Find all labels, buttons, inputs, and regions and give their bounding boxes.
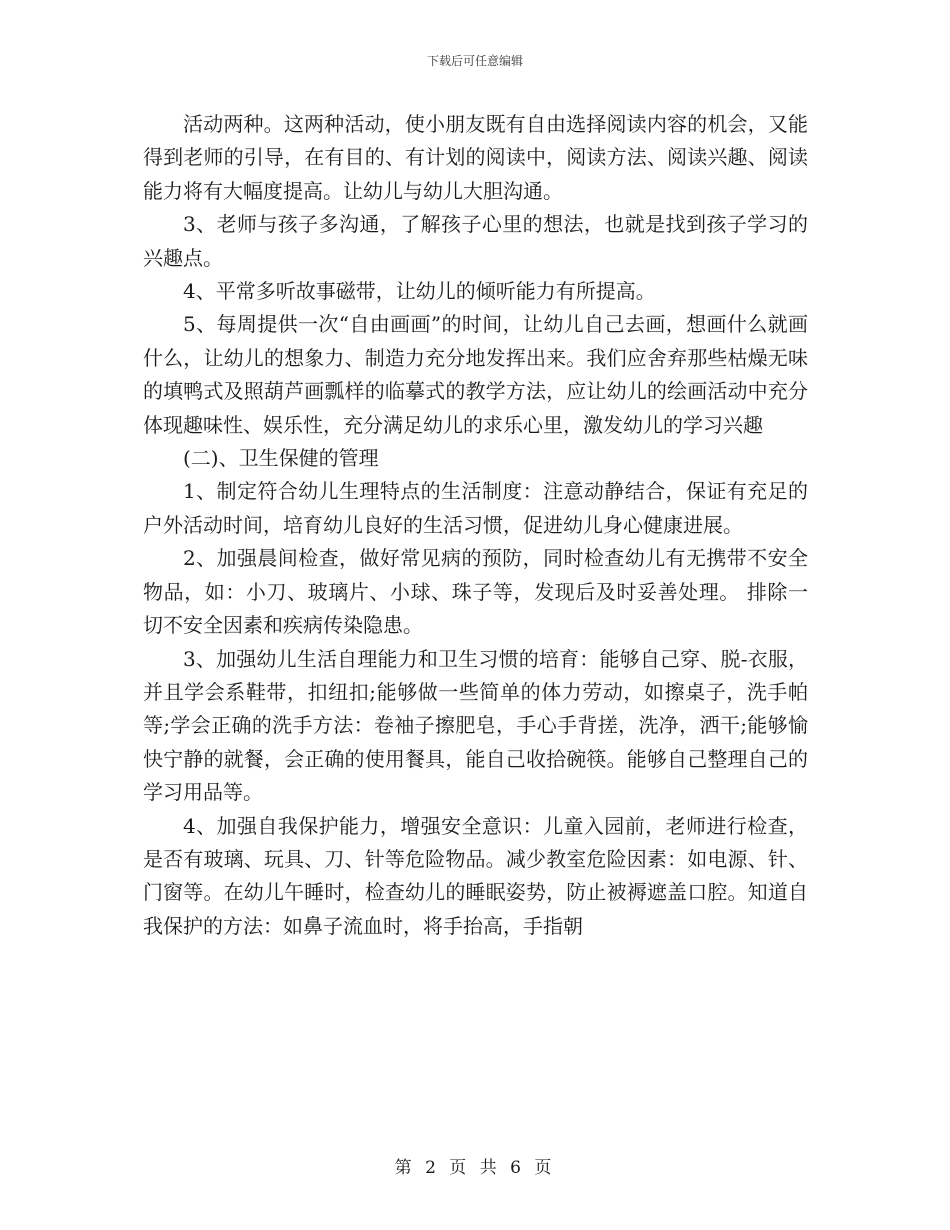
paragraph-health-item-1: 1、制定符合幼儿生理特点的生活制度：注意动静结合，保证有充足的户外活动时间，培育幼儿良好的生活习惯，促进幼儿身心健康进展。 (143, 479, 808, 537)
paragraph-item-4-listening: 4、平常多听故事磁带，让幼儿的倾听能力有所提高。 (183, 279, 656, 304)
paragraph-health-item-4: 4、加强自我保护能力，增强安全意识：儿童入园前，老师进行检查，是否有玻璃、玩具、刀、针等危险物品。减少教室危险因素：如电源、针、门窗等。在幼儿午睡时，检查幼儿的睡眠姿势，防止被褥遮盖口腔。知道自我保护的方法：如鼻子流血时，将手抬高，手指朝 (143, 813, 808, 938)
paragraph-health-item-2: 2、加强晨间检查，做好常见病的预防，同时检查幼儿有无携带不安全物品，如：小刀、玻璃片、小球、珠子等，发现后及时妥善处理。 排除一切不安全因素和疾病传染隐患。 (143, 546, 808, 638)
paragraph-item-5-free-drawing: 5、每周提供一次“自由画画”的时间，让幼儿自己去画，想画什么就画什么，让幼儿的想象力、制造力充分地发挥出来。我们应舍弃那些枯燥无味的填鸭式及照葫芦画瓢样的临摹式的教学方法，应让幼儿的绘画活动中充分体现趣味性、娱乐性，充分满足幼儿的求乐心里，激发幼儿的学习兴趣 (143, 312, 808, 437)
page-header: 下载后可任意编辑 (426, 54, 523, 68)
paragraph-reading-activities: 活动两种。这两种活动，使小朋友既有自由选择阅读内容的机会，又能得到老师的引导，在有目的、有计划的阅读中，阅读方法、阅读兴趣、阅读能力将有大幅度提高。让幼儿与幼儿大胆沟通。 (143, 112, 808, 203)
paragraph-item-3-communication: 3、老师与孩子多沟通，了解孩子心里的想法，也就是找到孩子学习的兴趣点。 (143, 212, 808, 270)
section-heading-health-management: (二)、卫生保健的管理 (183, 446, 379, 471)
document-body (143, 108, 808, 943)
paragraph-health-item-3: 3、加强幼儿生活自理能力和卫生习惯的培育：能够自己穿、脱-衣服，并且学会系鞋带，扣纽扣;能够做一些简单的体力劳动，如擦桌子，洗手帕等;学会正确的洗手方法：卷袖子擦肥皂，手心手背搓，洗净，洒干;能够愉快宁静的就餐，会正确的使用餐具，能自己收拾碗筷。能够自己整理自己的学习用品等。 (143, 646, 808, 805)
page-footer: 第 2 页 共 6 页 (394, 1158, 556, 1178)
